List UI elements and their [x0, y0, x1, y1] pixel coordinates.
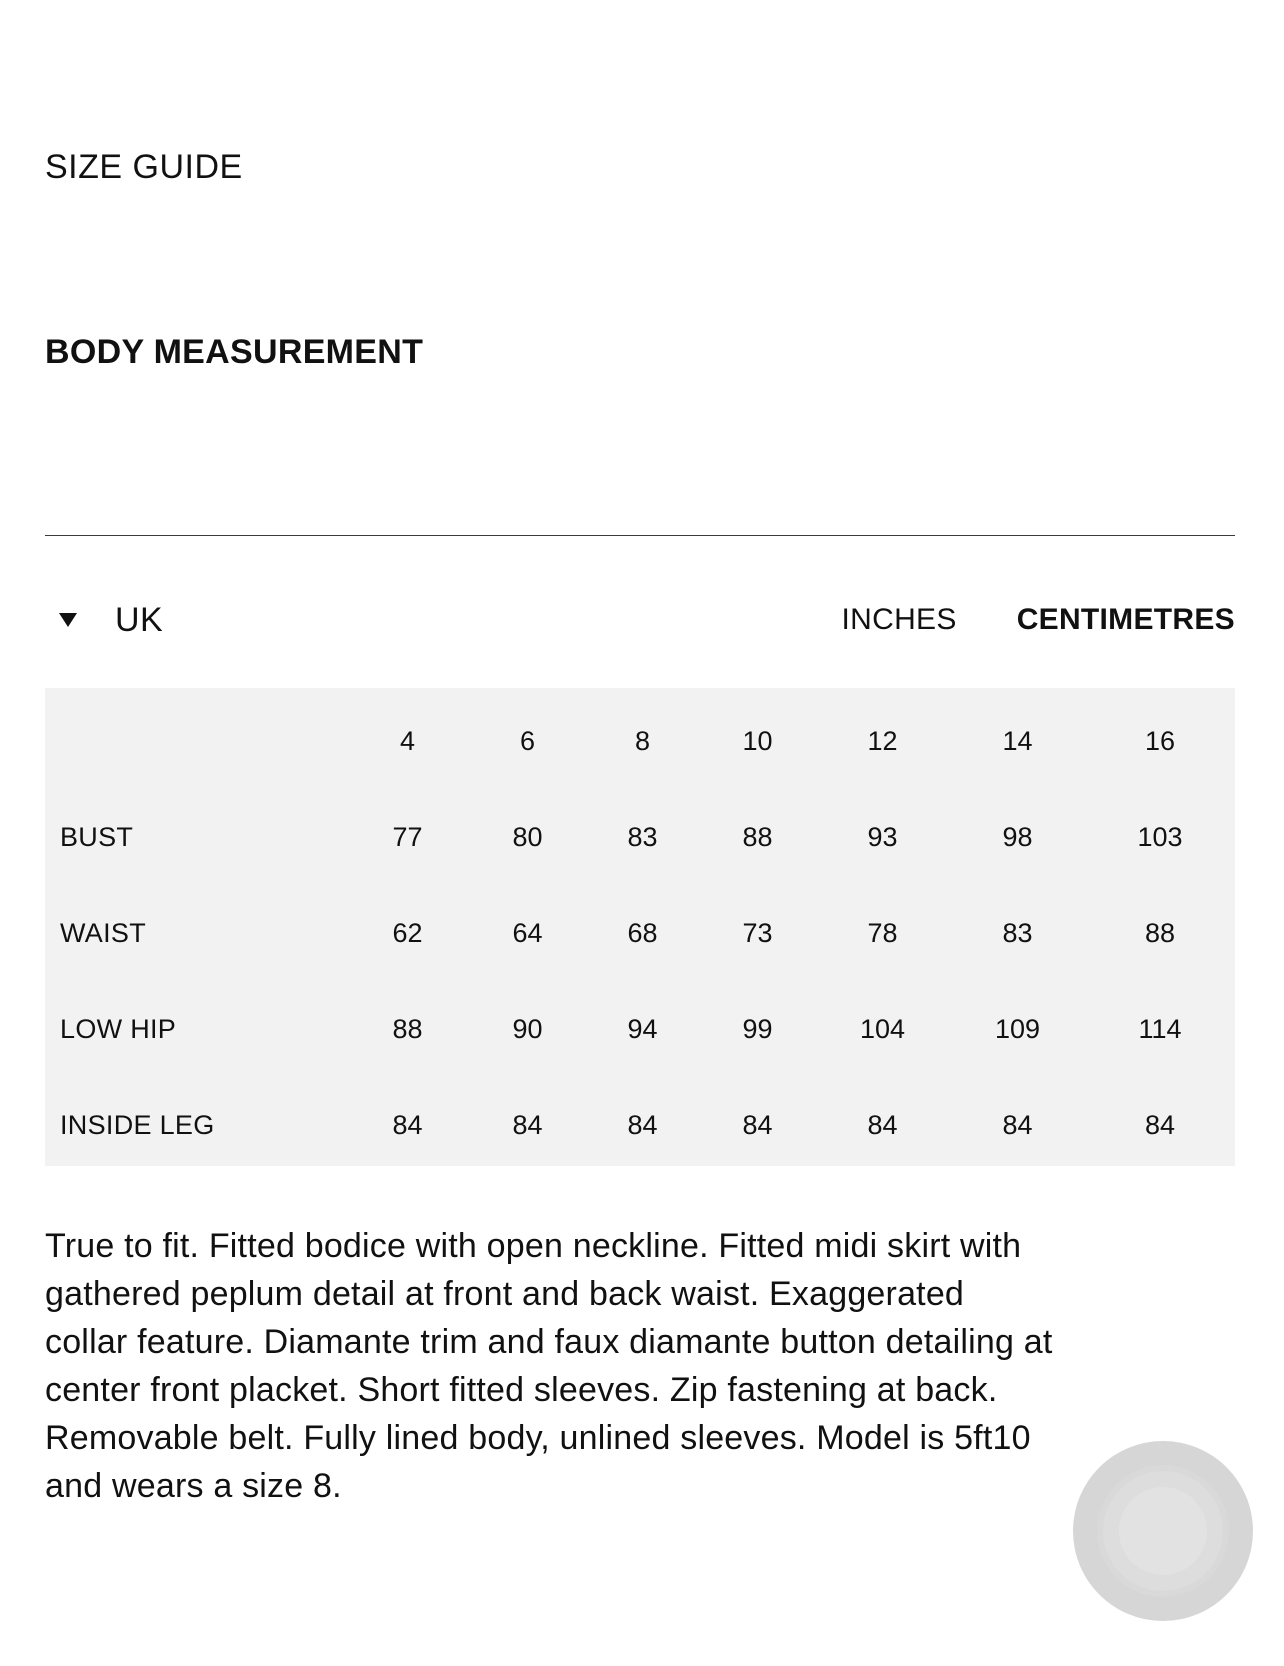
size-controls [45, 592, 1235, 648]
table-cell: 62 [392, 917, 423, 948]
table-cell: 84 [867, 1109, 898, 1140]
size-header-row [45, 693, 1235, 789]
size-header-cell: 16 [1144, 725, 1176, 756]
table-cell: 109 [994, 1013, 1041, 1044]
size-header-cell: 12 [867, 725, 898, 756]
chat-launcher-button[interactable] [1073, 1441, 1253, 1621]
table-cell: 84 [392, 1109, 423, 1140]
row-label: WAIST [60, 917, 146, 948]
table-cell: 83 [627, 821, 658, 852]
table-row [45, 1077, 1235, 1173]
page-title: SIZE GUIDE [45, 148, 243, 186]
table-cell: 93 [867, 821, 898, 852]
table-cell: 114 [1138, 1013, 1182, 1044]
table-cell: 84 [1002, 1109, 1033, 1140]
table-row [45, 789, 1235, 885]
unit-option-inches[interactable]: INCHES [841, 603, 957, 636]
size-header-cell: 6 [519, 725, 536, 756]
divider [45, 535, 1235, 536]
table-cell: 77 [392, 821, 423, 852]
table-cell: 84 [627, 1109, 658, 1140]
caret-down-icon [59, 613, 77, 627]
unit-toggle [842, 592, 1235, 648]
table-cell: 73 [742, 917, 773, 948]
row-label: BUST [60, 821, 134, 852]
table-cell: 83 [1002, 917, 1033, 948]
table-cell: 80 [512, 821, 543, 852]
size-table [45, 693, 1235, 1173]
row-label: INSIDE LEG [60, 1109, 215, 1140]
size-header-cell: 14 [1002, 725, 1033, 756]
row-label: LOW HIP [60, 1013, 177, 1044]
region-select[interactable] [45, 592, 163, 648]
table-cell: 84 [1144, 1109, 1176, 1140]
table-cell: 84 [742, 1109, 773, 1140]
table-row [45, 981, 1235, 1077]
size-header-cell: 8 [634, 725, 651, 756]
table-cell: 104 [859, 1013, 906, 1044]
unit-option-centimetres[interactable]: CENTIMETRES [1016, 603, 1235, 636]
section-title: BODY MEASUREMENT [45, 333, 424, 371]
table-cell: 88 [742, 821, 773, 852]
table-cell: 94 [627, 1013, 658, 1044]
table-cell: 90 [512, 1013, 543, 1044]
region-label: UK [115, 600, 164, 639]
chat-bubble-icon [1119, 1487, 1207, 1575]
table-cell: 78 [867, 917, 898, 948]
table-row [45, 885, 1235, 981]
product-description: True to fit. Fitted bodice with open neckline. Fitted midi skirt with gathered peplum detail at front and back waist. Exaggerated collar feature. Diamante trim and faux diamante button detailing at center front placket. Short fitted sleeves. Zip fastening at back. Removable belt. Fully lined body, unlined sleeves. Model is 5ft10 and wears a size 8. [45, 1227, 1053, 1505]
table-cell: 88 [1144, 917, 1176, 948]
table-cell: 88 [392, 1013, 423, 1044]
size-table-container [45, 688, 1235, 1166]
table-cell: 64 [512, 917, 543, 948]
table-cell: 98 [1002, 821, 1033, 852]
size-header-cell: 10 [742, 725, 773, 756]
header-corner-cell [45, 693, 345, 789]
size-header-cell: 4 [399, 725, 416, 756]
table-cell: 68 [627, 917, 658, 948]
table-cell: 99 [742, 1013, 773, 1044]
table-cell: 84 [512, 1109, 543, 1140]
table-cell: 103 [1137, 821, 1183, 852]
